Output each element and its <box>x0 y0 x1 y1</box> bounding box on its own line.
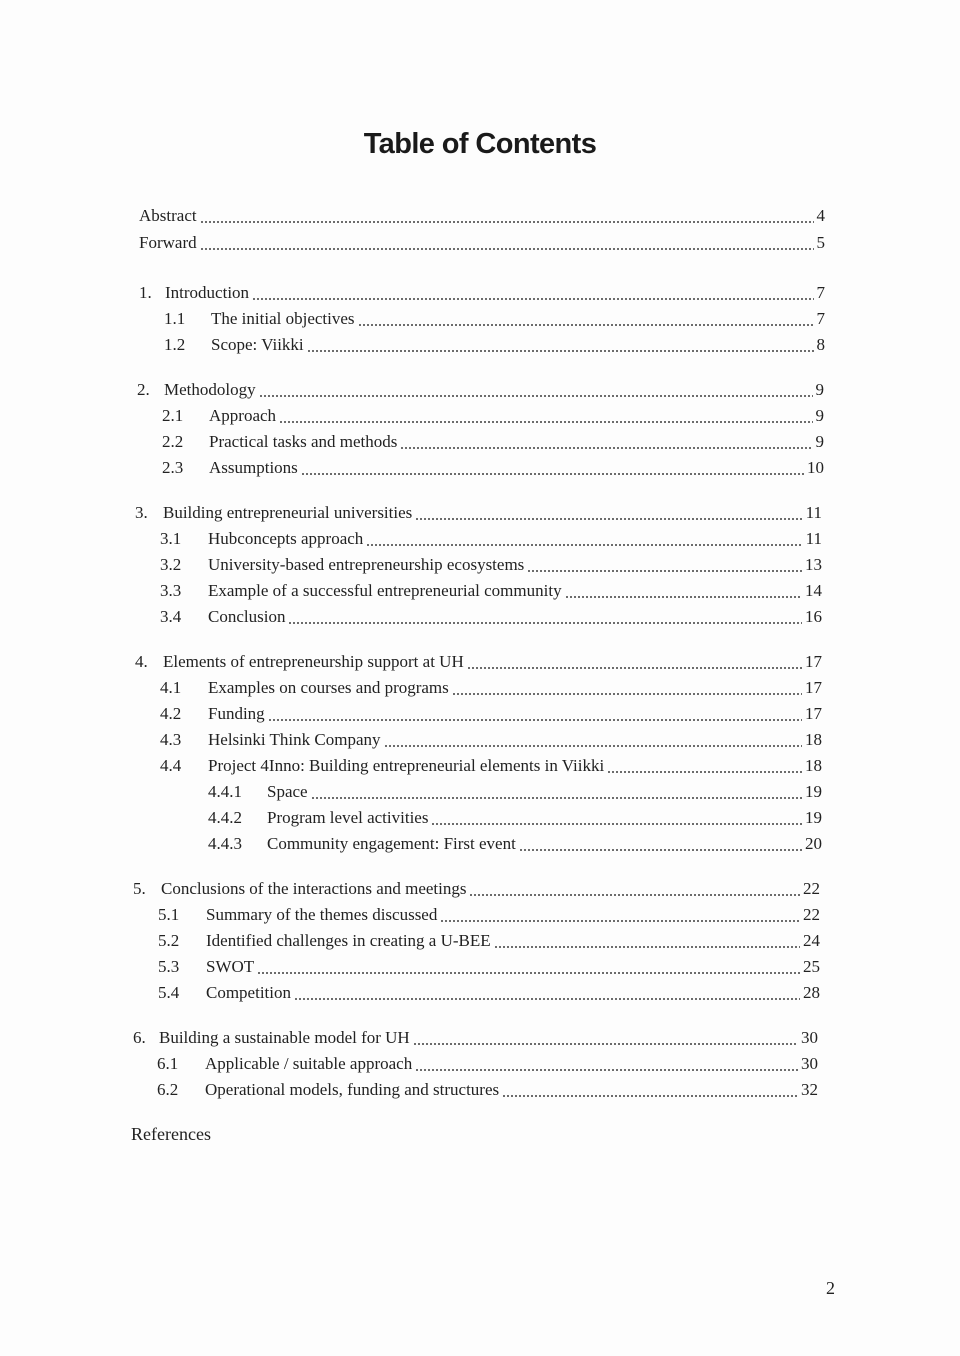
toc-entry-title: Operational models, funding and structures <box>205 1080 500 1099</box>
toc-entry-page: 16 <box>805 607 822 626</box>
toc-entry-number: 3.4 <box>160 607 182 626</box>
toc-entry-page: 25 <box>803 957 820 976</box>
toc-entry-title: SWOT <box>206 957 255 976</box>
toc-entry <box>162 458 824 478</box>
dot-leader <box>257 957 800 977</box>
toc-entry <box>208 782 822 802</box>
dot-leader <box>607 756 802 776</box>
toc-entry-page: 11 <box>805 503 822 522</box>
dot-leader <box>415 503 802 523</box>
dot-leader <box>415 1054 798 1074</box>
toc-entry <box>135 503 822 523</box>
toc-entry <box>139 233 825 253</box>
toc-entry-number: 3.2 <box>160 555 182 574</box>
toc-entry-page: 9 <box>815 432 824 451</box>
dot-leader <box>259 380 813 400</box>
toc-entry-page: 22 <box>803 905 820 924</box>
dot-leader <box>400 432 812 452</box>
toc-entry <box>133 1028 818 1048</box>
toc-entry <box>162 406 824 426</box>
toc-entry-page: 19 <box>805 808 822 827</box>
dot-leader <box>502 1080 798 1100</box>
toc-entry-page: 14 <box>805 581 822 600</box>
toc-entry-title: Building entrepreneurial universities <box>163 503 413 522</box>
toc-entry-number: 4.4.2 <box>208 808 242 827</box>
toc-entry <box>157 1054 818 1074</box>
toc-entry-number: 4.4.1 <box>208 782 242 801</box>
toc-entry-title: Introduction <box>165 283 250 302</box>
toc-entry <box>160 607 822 627</box>
toc-entry-title: Assumptions <box>209 458 298 477</box>
toc-entry <box>139 283 825 303</box>
toc-entry <box>133 879 820 899</box>
toc-entry-page: 4 <box>816 206 825 225</box>
dot-leader <box>565 581 802 601</box>
dot-leader <box>469 879 800 899</box>
toc-entry <box>137 380 824 400</box>
toc-entry-title: Summary of the themes discussed <box>206 905 438 924</box>
toc-entry-number: 2. <box>137 380 150 399</box>
toc-entry-title: Applicable / suitable approach <box>205 1054 413 1073</box>
dot-leader <box>301 458 804 478</box>
dot-leader <box>384 730 802 750</box>
toc-entry <box>158 983 820 1003</box>
toc-entry-title: Helsinki Think Company <box>208 730 381 749</box>
toc-entry <box>160 555 822 575</box>
toc-entry-title: Scope: Viikki <box>211 335 304 354</box>
toc-entry-page: 22 <box>803 879 820 898</box>
toc-entry <box>164 309 825 329</box>
toc-entry-title: Methodology <box>164 380 256 399</box>
toc-entry-number: 4.3 <box>160 730 182 749</box>
toc-entry <box>208 834 822 854</box>
toc-entry-number: 6.2 <box>157 1080 179 1099</box>
toc-entry-number: 2.2 <box>162 432 184 451</box>
toc-entry <box>160 678 822 698</box>
toc-entry-page: 17 <box>805 652 822 671</box>
dot-leader <box>366 529 802 549</box>
toc-entry-number: 4.1 <box>160 678 182 697</box>
toc-entry <box>160 704 822 724</box>
toc-entry <box>160 730 822 750</box>
page-number: 2 <box>826 1278 835 1298</box>
toc-entry <box>135 652 822 672</box>
toc-entry-number: 2.1 <box>162 406 184 425</box>
toc-entry-page: 19 <box>805 782 822 801</box>
toc-entry-page: 13 <box>805 555 822 574</box>
toc-entry-title: Approach <box>209 406 277 425</box>
dot-leader <box>200 206 814 226</box>
toc-entry <box>157 1080 818 1100</box>
toc-entry-title: Conclusions of the interactions and meetings <box>161 879 467 898</box>
toc-entry-title: Conclusion <box>208 607 286 626</box>
toc-entry-number: 4. <box>135 652 148 671</box>
toc-entry-title: Space <box>267 782 308 801</box>
toc-entry <box>158 905 820 925</box>
toc-entry-number: 5. <box>133 879 146 898</box>
toc-entry-title: Hubconcepts approach <box>208 529 364 548</box>
toc-entry-number: 1.2 <box>164 335 186 354</box>
toc-entry <box>139 206 825 226</box>
toc-entry-number: 3.3 <box>160 581 182 600</box>
toc-entry-page: 8 <box>816 335 825 354</box>
toc-entry-number: 6. <box>133 1028 146 1047</box>
dot-leader <box>252 283 813 303</box>
toc-entry-page: 28 <box>803 983 820 1002</box>
dot-leader <box>431 808 802 828</box>
toc-entry-title: Program level activities <box>267 808 429 827</box>
toc-entry-title: Example of a successful entrepreneurial community <box>208 581 562 600</box>
toc-entry-title: Competition <box>206 983 291 1002</box>
dot-leader <box>440 905 800 925</box>
toc-entry-title: Elements of entrepreneurship support at UH <box>163 652 464 671</box>
toc-entry-page: 17 <box>805 704 822 723</box>
toc-entry-number: 5.4 <box>158 983 180 1002</box>
dot-leader <box>358 309 814 329</box>
toc-entry-number: 2.3 <box>162 458 184 477</box>
toc-entry <box>158 931 820 951</box>
toc-entry-number: 4.4.3 <box>208 834 242 853</box>
toc-entry-page: 30 <box>801 1054 818 1073</box>
dot-leader <box>413 1028 798 1048</box>
toc-entry <box>208 808 822 828</box>
toc-entry-title: Identified challenges in creating a U-BEE <box>206 931 491 950</box>
toc-entry-page: 7 <box>816 283 825 302</box>
toc-entry-number: 6.1 <box>157 1054 179 1073</box>
dot-leader <box>279 406 812 426</box>
toc-entry-number: 5.1 <box>158 905 180 924</box>
toc-entry-page: 24 <box>803 931 820 950</box>
toc-entry-page: 32 <box>801 1080 818 1099</box>
toc-entry-number: 5.2 <box>158 931 180 950</box>
toc-entry-number: 1. <box>139 283 152 302</box>
references-heading: References <box>131 1124 211 1144</box>
toc-entry-number: 4.2 <box>160 704 182 723</box>
dot-leader <box>307 335 814 355</box>
toc-entry-title: Funding <box>208 704 265 723</box>
toc-entry <box>164 335 825 355</box>
toc-entry-title: Examples on courses and programs <box>208 678 449 697</box>
dot-leader <box>311 782 802 802</box>
toc-entry-number: 3.1 <box>160 529 182 548</box>
toc-entry-number: 3. <box>135 503 148 522</box>
toc-entry-page: 30 <box>801 1028 818 1047</box>
toc-entry <box>162 432 824 452</box>
toc-entry-page: 17 <box>805 678 822 697</box>
toc-entry-number: 1.1 <box>164 309 186 328</box>
toc-entry-page: 18 <box>805 730 822 749</box>
dot-leader <box>288 607 802 627</box>
dot-leader <box>467 652 802 672</box>
toc-entry <box>158 957 820 977</box>
toc-entry-page: 7 <box>816 309 825 328</box>
toc-entry-title: Community engagement: First event <box>267 834 516 853</box>
toc-entry <box>160 756 822 776</box>
dot-leader <box>519 834 802 854</box>
toc-entry-title: University-based entrepreneurship ecosystems <box>208 555 525 574</box>
toc-entry-number: 4.4 <box>160 756 182 775</box>
toc-entry-page: 9 <box>815 380 824 399</box>
toc-entry-title: Forward <box>139 233 197 252</box>
toc-entry-title: Abstract <box>139 206 197 225</box>
toc-entry-title: Project 4Inno: Building entrepreneurial elements in Viikki <box>208 756 605 775</box>
dot-leader <box>527 555 802 575</box>
dot-leader <box>200 233 814 253</box>
dot-leader <box>452 678 802 698</box>
dot-leader <box>494 931 800 951</box>
toc-entry-page: 20 <box>805 834 822 853</box>
toc-entry-page: 10 <box>807 458 824 477</box>
toc-entry-page: 11 <box>805 529 822 548</box>
toc-entry <box>160 581 822 601</box>
toc-entry-number: 5.3 <box>158 957 180 976</box>
toc-entry <box>160 529 822 549</box>
toc-entry-page: 9 <box>815 406 824 425</box>
toc-entry-title: The initial objectives <box>211 309 355 328</box>
dot-leader <box>294 983 800 1003</box>
page-title: Table of Contents <box>363 128 597 160</box>
toc-entry-title: Building a sustainable model for UH <box>159 1028 410 1047</box>
toc-entry-page: 18 <box>805 756 822 775</box>
toc-entry-title: Practical tasks and methods <box>209 432 398 451</box>
dot-leader <box>268 704 802 724</box>
toc-entry-page: 5 <box>816 233 825 252</box>
